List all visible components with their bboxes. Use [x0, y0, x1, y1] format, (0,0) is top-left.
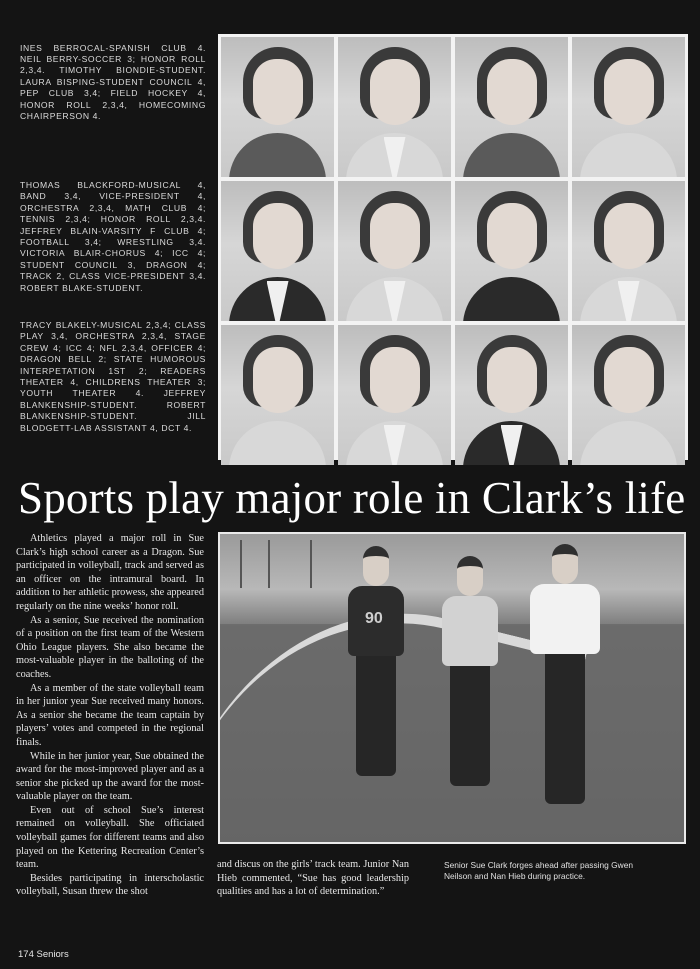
portrait-grid: [218, 34, 688, 460]
runner-nan-hieb: [442, 556, 498, 786]
portrait-timothy-biondie: [455, 37, 568, 177]
article-paragraph: Besides participating in interscholastic volleyball, Susan threw the shot: [16, 872, 204, 898]
article-paragraph: While in her junior year, Sue obtained the award for the most-improved player and as a senior she picked up the award for the most-valuable player on the team.: [16, 750, 204, 803]
page-headline: Sports play major role in Clark’s life: [18, 473, 686, 523]
article-paragraph: As a senior, Sue received the nomination of a position on the first team of the Western Ohio League players. She also became the most-valuable player in the balloting of the coaches.: [16, 614, 204, 680]
portrait-laura-bisping: [572, 37, 685, 177]
caption-row-2: THOMAS BLACKFORD-MUSICAL 4, BAND 3,4, VICE-PRESIDENT 4, ORCHESTRA 2,3,4, MATH CLUB 4; TENNIS 2,3,4; HONOR ROLL 2,3,4. JEFFREY BLAIN-VARSITY F CLUB 4; FOOTBALL 3,4; WRESTLING 3,4. VICTORIA BLAIR-CHORUS 4; ICC 4; STUDENT COUNCIL 3, DRAGON 4; TRACK 2, CLASS VICE-PRESIDENT 3,4. ROBERT BLAKE-STUDENT.: [20, 180, 206, 293]
runner-gwen-neilson: [348, 546, 404, 776]
page-folio: 174 Seniors: [18, 949, 69, 960]
photo-caption: Senior Sue Clark forges ahead after passing Gwen Neilson and Nan Hieb during practice.: [444, 860, 634, 882]
portrait-tracy-blakely: [221, 325, 334, 465]
portrait-jill-blodgett: [572, 325, 685, 465]
article-body: [16, 532, 204, 899]
portrait-neil-berry: [338, 37, 451, 177]
article-paragraph: As a member of the state volleyball team in her junior year Sue received many honors. As a senior she became the team captain by players’ votes and competed in the regional finals.: [16, 682, 204, 748]
portrait-robert-blankenship: [455, 325, 568, 465]
portrait-robert-blake: [572, 181, 685, 321]
portrait-ines-berrocal: [221, 37, 334, 177]
caption-row-3: TRACY BLAKELY-MUSICAL 2,3,4; CLASS PLAY 3,4, ORCHESTRA 2,3,4, STAGE CREW 4; ICC 4; NFL 2,3,4, OFFICER 4; DRAGON BELL 2; STATE HUMOROUS INTERPETATION 1ST 2; READERS THEATER 4, CHILDRENS THEATER 3; YOUTH THEATER 4. JEFFREY BLANKENSHIP-STUDENT. ROBERT BLANKENSHIP-STUDENT. JILL BLODGETT-LAB ASSISTANT 4, DCT 4.: [20, 320, 206, 433]
article-paragraph: Athletics played a major roll in Sue Clark’s high school career as a Dragon. Sue participated in volleyball, track and served as an officer on the intramural board. In addition to her athletic prowess, she appeared regularly on the nine weeks’ honor roll.: [16, 533, 204, 612]
runner-sue-clark: [530, 544, 600, 804]
shirt-number: 90: [365, 610, 383, 627]
track-practice-photo: [218, 532, 686, 844]
article-continuation: and discus on the girls’ track team. Junior Nan Hieb commented, “Sue has good leadership qualities and has a lot of determination.”: [217, 859, 409, 898]
caption-row-1: INES BERROCAL-SPANISH CLUB 4. NEIL BERRY-SOCCER 3; HONOR ROLL 2,3,4. TIMOTHY BIONDIE-STUDENT. LAURA BISPING-STUDENT COUNCIL 4, PEP CLUB 3,4; FIELD HOCKEY 4, HONOR ROLL 2,3,4, HOMECOMING CHAIRPERSON 4.: [20, 42, 206, 122]
portrait-jeffrey-blain: [338, 181, 451, 321]
article-paragraph: Even out of school Sue’s interest remained on volleyball. She officiated volleyball games for different teams and also played on the Kettering Recreation Center’s team.: [16, 804, 204, 871]
portrait-victoria-blair: [455, 181, 568, 321]
portrait-jeffrey-blankenship: [338, 325, 451, 465]
portrait-thomas-blackford: [221, 181, 334, 321]
